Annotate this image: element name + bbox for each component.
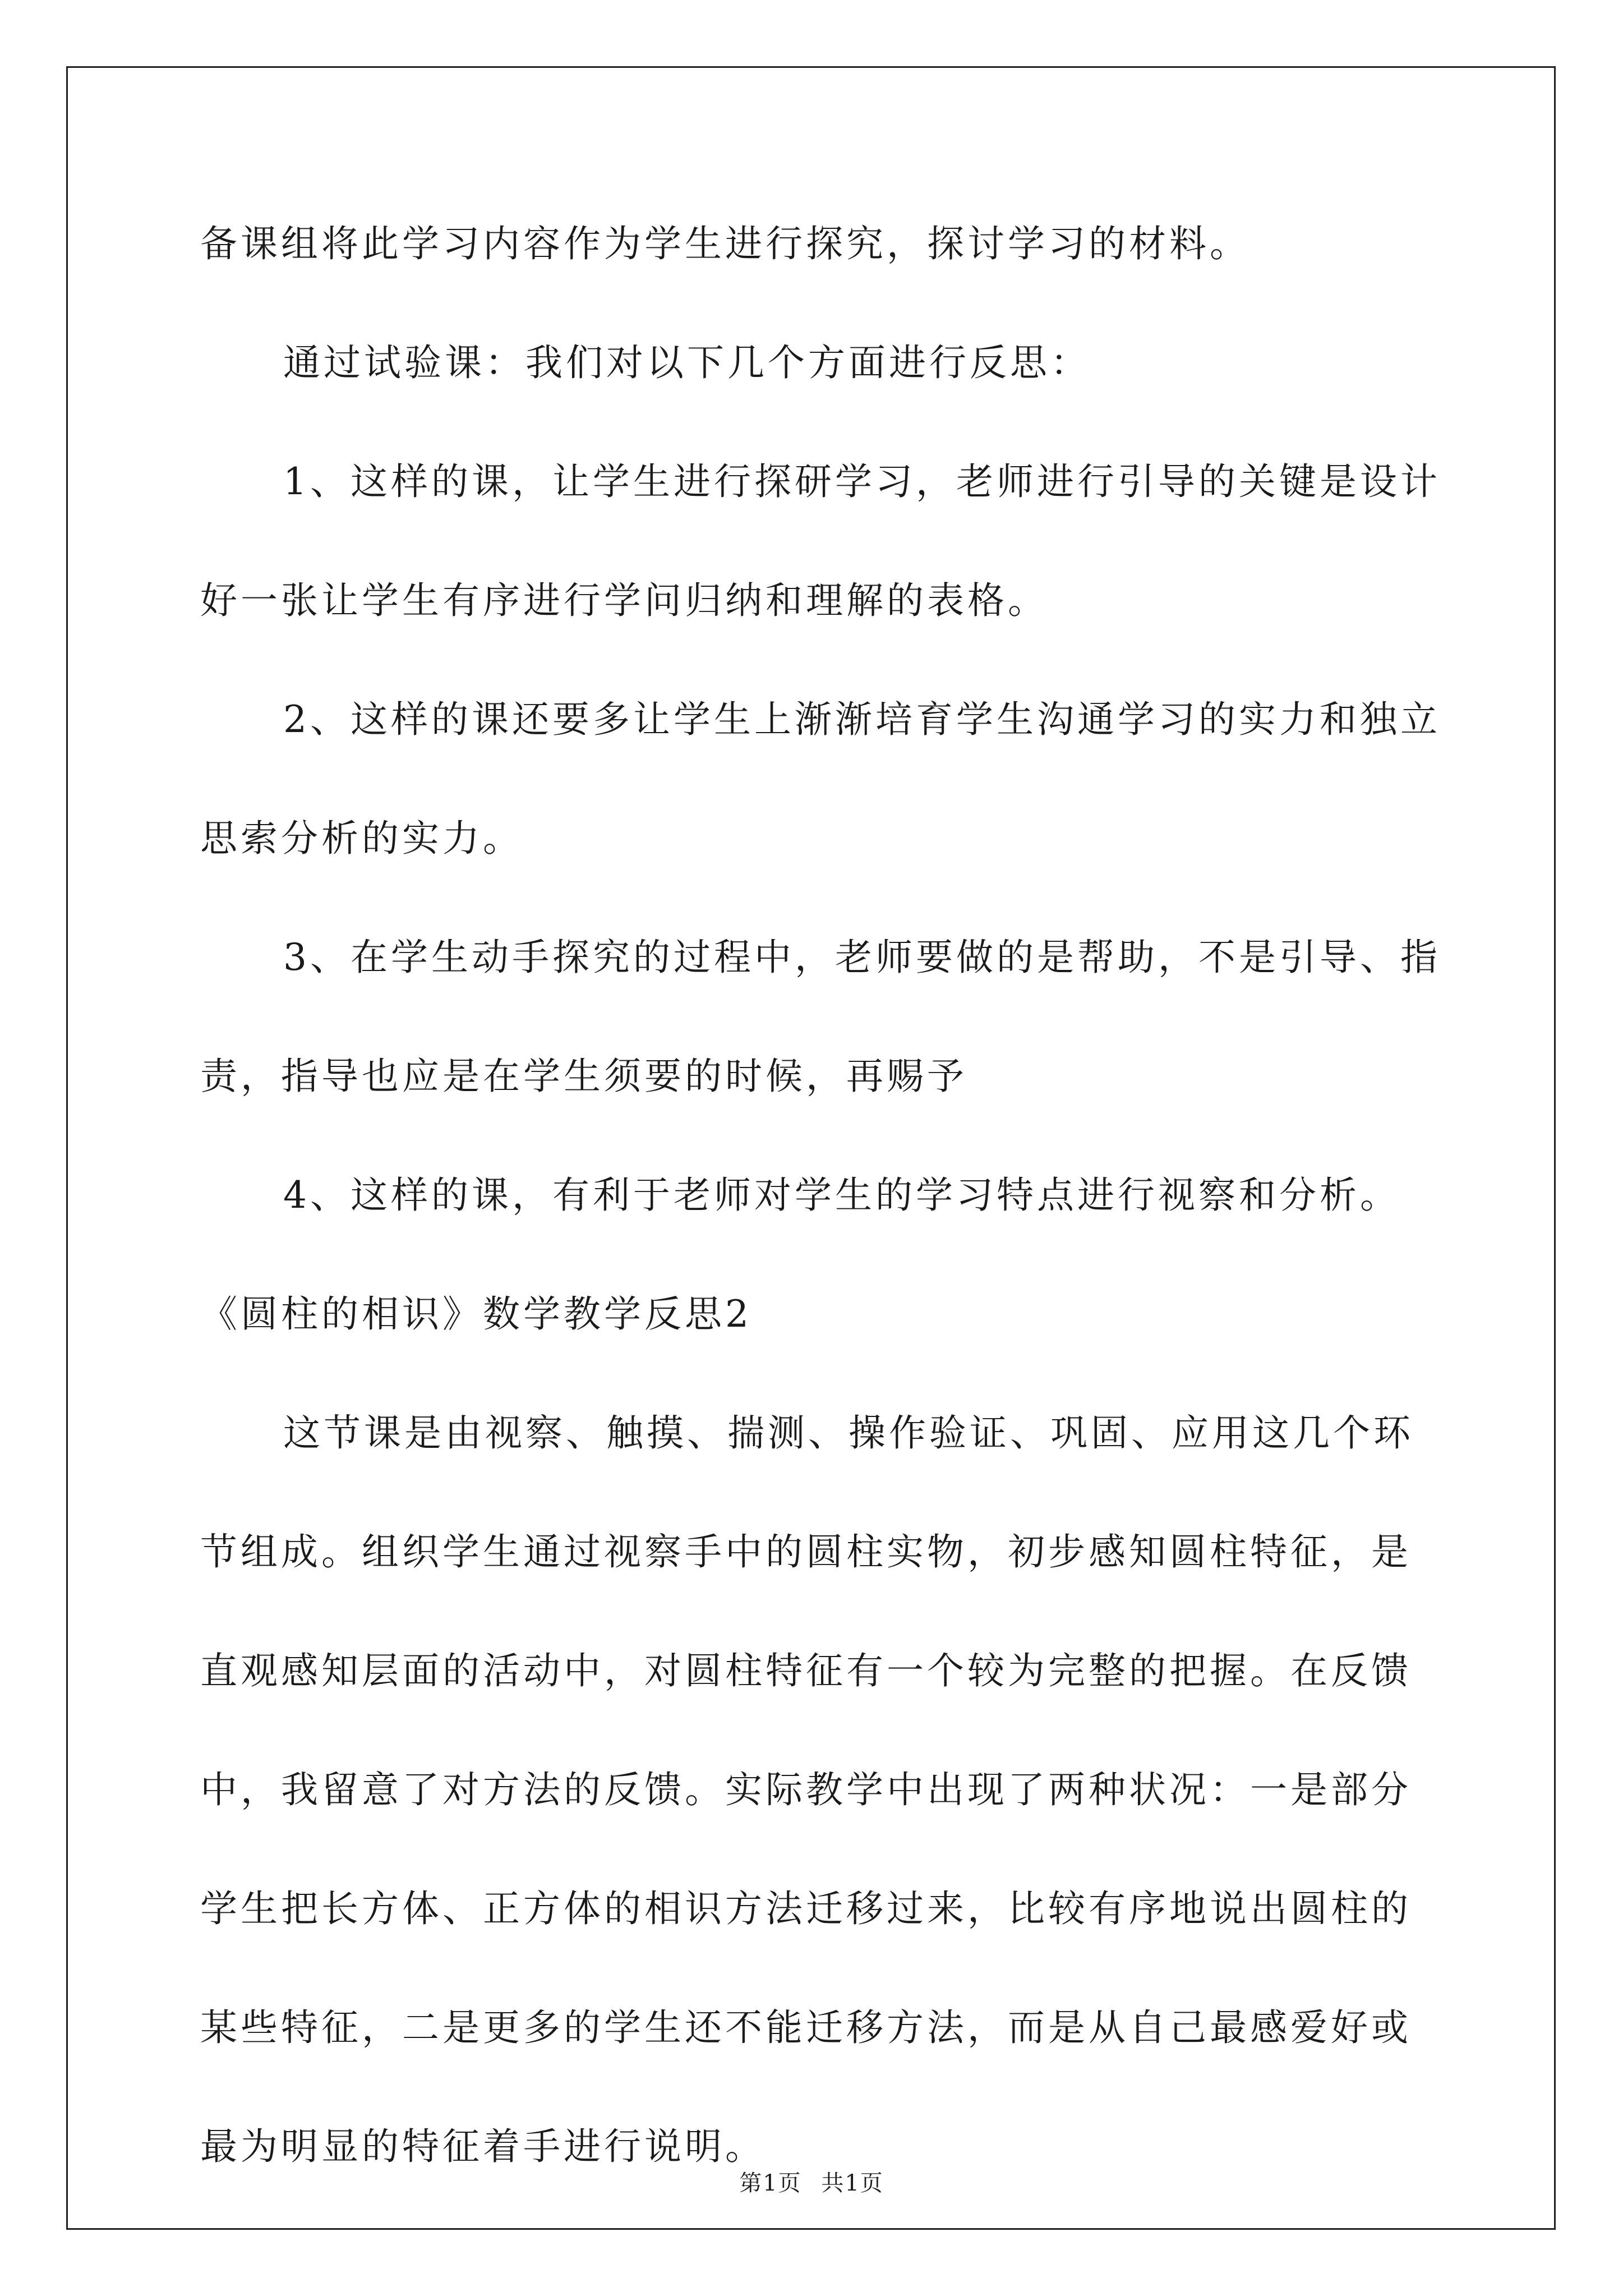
paragraph-line: 好一张让学生有序进行学问归纳和理解的表格。	[200, 579, 1048, 622]
paragraph-line: 3、在学生动手探究的过程中，老师要做的是帮助，不是引导、指	[283, 936, 1441, 979]
paragraph-line: 思索分析的实力。	[200, 817, 523, 860]
paragraph-line: 责，指导也应是在学生须要的时候，再赐予	[200, 1055, 967, 1098]
paragraph-line: 某些特征，二是更多的学生还不能迁移方法，而是从自己最感爱好或	[200, 2006, 1412, 2049]
page-number: 第1页	[739, 2170, 802, 2196]
paragraph-line: 最为明显的特征着手进行说明。	[200, 2125, 766, 2168]
paragraph-line: 备课组将此学习内容作为学生进行探究，探讨学习的材料。	[200, 222, 1250, 265]
paragraph-line: 这节课是由视察、触摸、揣测、操作验证、巩固、应用这几个环	[283, 1411, 1414, 1455]
paragraph-line: 直观感知层面的活动中，对圆柱特征有一个较为完整的把握。在反馈	[200, 1649, 1412, 1692]
paragraph-line: 1、这样的课，让学生进行探研学习，老师进行引导的关键是设计	[283, 460, 1441, 503]
paragraph-line: 中，我留意了对方法的反馈。实际教学中出现了两种状况：一是部分	[200, 1768, 1412, 1811]
paragraph-line: 学生把长方体、正方体的相识方法迁移过来，比较有序地说出圆柱的	[200, 1887, 1412, 1930]
paragraph-line: 节组成。组织学生通过视察手中的圆柱实物，初步感知圆柱特征，是	[200, 1530, 1412, 1573]
paragraph-line: 通过试验课：我们对以下几个方面进行反思：	[283, 341, 1091, 384]
page-total: 共1页	[821, 2170, 884, 2196]
paragraph-line: 4、这样的课，有利于老师对学生的学习特点进行视察和分析。	[283, 1174, 1400, 1217]
section-heading: 《圆柱的相识》数学教学反思2	[200, 1292, 752, 1336]
page-footer	[0, 2165, 1623, 2197]
paragraph-line: 2、这样的课还要多让学生上渐渐培育学生沟通学习的实力和独立	[283, 698, 1441, 741]
